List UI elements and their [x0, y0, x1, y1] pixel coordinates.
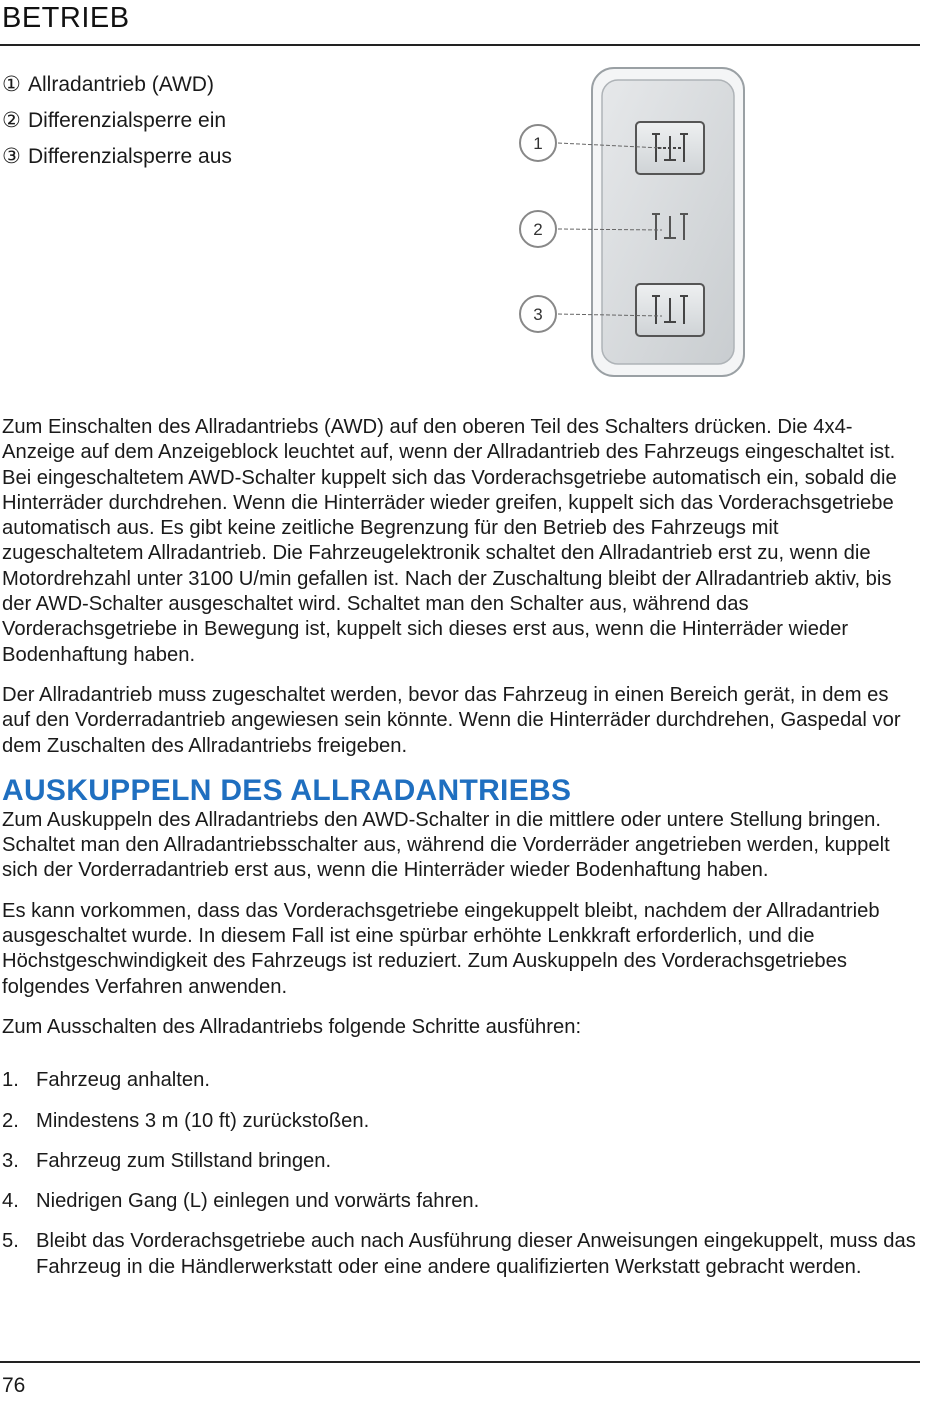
- step-text: Bleibt das Vorderachsgetriebe auch nach Ausführung dieser Anweisungen eingekuppelt, muss das Fahrzeug in die Händlerwerkstatt oder eine andere qualifizierten Werkstatt gebracht werden.: [36, 1230, 916, 1278]
- step-item: [2, 1229, 922, 1280]
- legend-label: Allradantrieb (AWD): [28, 73, 214, 96]
- page-header-title: BETRIEB: [2, 2, 130, 34]
- callout-number: 1: [533, 134, 543, 153]
- step-number: 4.: [2, 1190, 19, 1213]
- body-paragraph: Der Allradantrieb muss zugeschaltet werden, bevor das Fahrzeug in einen Bereich gerät, in dem es auf den Vorderradantrieb angewiesen sein könnte. Wenn die Hinterräder durchdrehen, Gaspedal vor dem Zuschalten des Allradantriebs freigeben.: [2, 683, 901, 757]
- footer-divider: [0, 1361, 920, 1363]
- step-number: 5.: [2, 1230, 19, 1253]
- legend-label: Differenzialsperre aus: [28, 145, 232, 168]
- body-paragraph: Zum Einschalten des Allradantriebs (AWD) auf den oberen Teil des Schalters drücken. Die 4x4-Anzeige auf dem Anzeigeblock leuchtet auf, wenn der Allradantrieb des Fahrzeugs eingeschaltet ist. Bei eingeschaltetem AWD-Schalter kuppelt sich das Vorderachsgetriebe automatisch ein, sobald die Hinterräder durchdrehen. Wenn die Hinterräder wieder greifen, kuppelt sich das Vorderachsgetriebe automatisch aus. Es gibt keine zeitliche Begrenzung für den Betrieb des Fahrzeugs mit zugeschaltetem Allradantrieb. Die Fahrzeugelektronik schaltet den Allradantrieb erst zu, wenn die Motordrehzahl unter 3100 U/min gefallen ist. Nach der Zuschaltung bleibt der Allradantrieb aktiv, bis der AWD-Schalter ausgeschaltet wird. Schaltet man den Schalter aus, während das Vorderachsgetriebe in Bewegung ist, kuppelt sich dieses erst aus, wenn die Hinterräder wieder Bodenhaftung haben.: [2, 416, 897, 666]
- legend-label: Differenzialsperre ein: [28, 109, 227, 132]
- legend-item: [2, 103, 232, 139]
- step-text: Fahrzeug anhalten.: [36, 1069, 210, 1092]
- step-item: [2, 1149, 922, 1174]
- main-content: [2, 415, 922, 1295]
- page-number: 76: [2, 1374, 26, 1397]
- procedure-steps: [2, 1068, 922, 1280]
- callout-number: 3: [533, 305, 543, 324]
- awd-switch-illustration: [512, 64, 748, 380]
- body-paragraph: Es kann vorkommen, dass das Vorderachsgetriebe eingekuppelt bleibt, nachdem der Allradantrieb ausgeschaltet wurde. In diesem Fall ist eine spürbar erhöhte Lenkkraft erforderlich, und die Höchstgeschwindigkeit des Fahrzeugs ist reduziert. Zum Auskuppeln des Vorderachsgetriebes folgendes Verfahren anwenden.: [2, 899, 880, 998]
- step-number: 3.: [2, 1149, 19, 1172]
- legend-item: [2, 67, 232, 103]
- step-number: 2.: [2, 1109, 19, 1132]
- figure-legend: [2, 67, 232, 175]
- step-text: Mindestens 3 m (10 ft) zurückstoßen.: [36, 1109, 370, 1132]
- step-item: [2, 1109, 922, 1134]
- callout-number: 2: [533, 220, 543, 239]
- body-paragraph: Zum Auskuppeln des Allradantriebs den AWD-Schalter in die mittlere oder untere Stellung bringen. Schaltet man den Allradantriebsschalter aus, während die Vorderräder angetrieben werden, kuppelt sich der Vorderradantrieb erst aus, wenn die Hinterräder wieder Bodenhaftung haben.: [2, 808, 890, 882]
- step-number: 1.: [2, 1069, 19, 1092]
- body-paragraph: Zum Ausschalten des Allradantriebs folgende Schritte ausführen:: [2, 1015, 582, 1038]
- step-item: [2, 1189, 922, 1214]
- header-divider: [0, 44, 920, 46]
- section-heading: AUSKUPPELN DES ALLRADANTRIEBS: [2, 773, 572, 807]
- legend-number: ①: [2, 73, 21, 96]
- legend-number: ②: [2, 109, 21, 132]
- legend-item: [2, 139, 232, 175]
- step-text: Fahrzeug zum Stillstand bringen.: [36, 1149, 332, 1172]
- step-text: Niedrigen Gang (L) einlegen und vorwärts fahren.: [36, 1190, 480, 1213]
- step-item: [2, 1068, 922, 1093]
- legend-number: ③: [2, 145, 21, 168]
